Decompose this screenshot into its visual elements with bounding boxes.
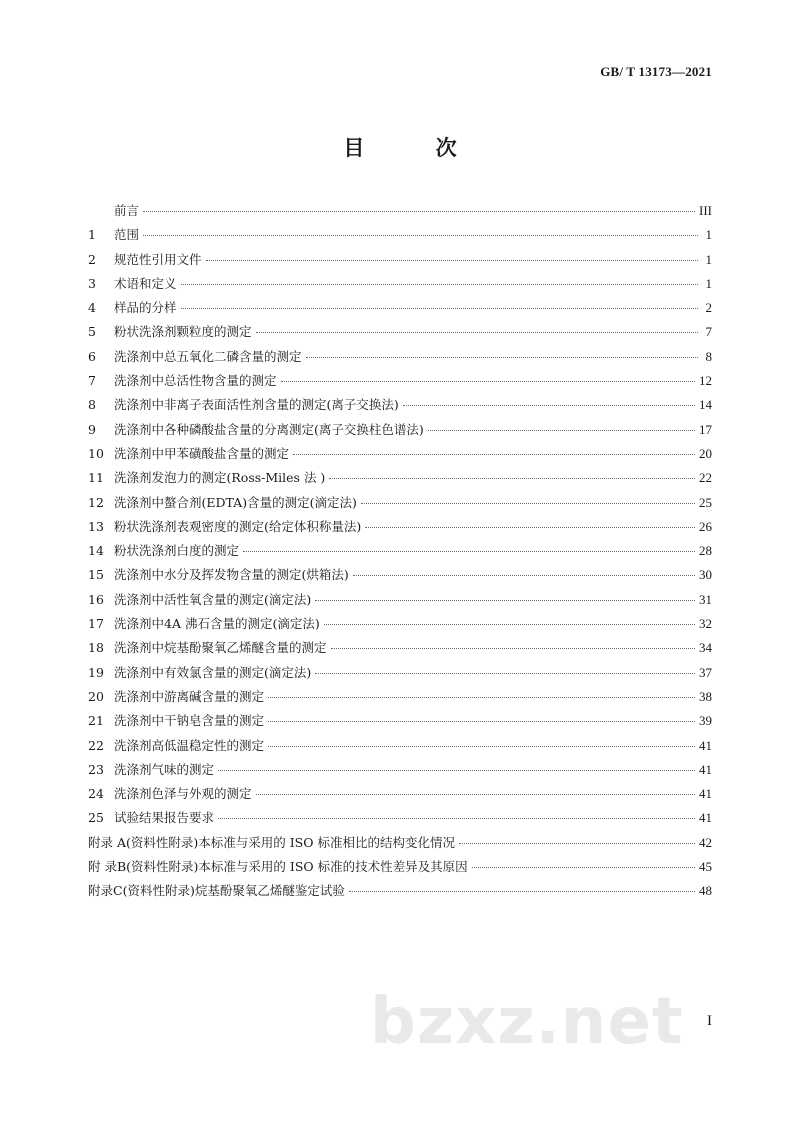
toc-dot-leader [459,843,695,844]
toc-dot-leader [218,818,695,819]
toc-dot-leader [181,308,698,309]
toc-entry-number: 5 [88,324,96,340]
toc-dot-leader [143,235,698,236]
toc-entry[interactable] [88,590,712,614]
toc-entry-page: 34 [699,640,712,656]
toc-entry-number: 17 [88,616,104,632]
toc-entry[interactable] [88,760,712,784]
toc-entry-page: 37 [699,664,712,680]
toc-entry[interactable] [88,322,712,346]
toc-entry-title: 粉状洗涤剂颗粒度的测定 [114,324,252,340]
toc-entry-page: 17 [699,421,712,437]
toc-entry-page: 41 [699,737,712,753]
toc-entry-title: 洗涤剂中烷基酚聚氧乙烯醚含量的测定 [114,640,327,656]
toc-entry[interactable] [88,638,712,662]
toc-dot-leader [428,430,695,431]
toc-entry-page: 31 [699,591,712,607]
toc-entry-number: 附录 A [88,834,127,850]
toc-entry-title: 洗涤剂中非离子表面活性剂含量的测定(离子交换法) [114,397,399,413]
toc-entry-title: 试验结果报告要求 [114,810,215,826]
toc-dot-leader [315,600,695,601]
page-number: I [707,1013,712,1029]
toc-entry-number: 12 [88,494,104,510]
toc-entry-number: 7 [88,373,96,389]
toc-entry-title: 样品的分样 [114,300,177,316]
toc-entry-number: 19 [88,664,104,680]
toc-entry[interactable] [88,225,712,249]
toc-entry-number: 附 录B [88,859,127,875]
toc-entry[interactable] [88,347,712,371]
toc-dot-leader [403,405,695,406]
toc-dot-leader [243,551,695,552]
toc-dot-leader [256,332,698,333]
toc-entry-page: 7 [705,324,712,340]
toc-entry[interactable] [88,420,712,444]
toc-entry-number: 23 [88,761,104,777]
toc-dot-leader [281,381,695,382]
toc-entry-page: 12 [699,373,712,389]
toc-entry-number: 21 [88,713,104,729]
toc-dot-leader [349,891,695,892]
toc-entry-title: 洗涤剂中总五氧化二磷含量的测定 [114,348,302,364]
toc-entry[interactable] [88,371,712,395]
toc-entry-title: 洗涤剂高低温稳定性的测定 [114,737,265,753]
toc-entry-page: 41 [699,786,712,802]
toc-entry-page: 22 [699,470,712,486]
toc-entry-title: 洗涤剂中水分及挥发物含量的测定(烘箱法) [114,567,349,583]
toc-dot-leader [353,575,695,576]
toc-entry-number: 15 [88,567,104,583]
toc-entry[interactable] [88,517,712,541]
toc-dot-leader [331,648,695,649]
toc-entry-page: 32 [699,616,712,632]
watermark-logo: bzxz.net [370,985,684,1059]
toc-entry-page: 25 [699,494,712,510]
page-title: 目 次 [343,136,489,160]
toc-entry-page: 26 [699,518,712,534]
toc-entry[interactable] [88,274,712,298]
toc-dot-leader [293,454,695,455]
toc-dot-leader [329,478,695,479]
toc-entry[interactable] [88,687,712,711]
toc-entry-page: 1 [705,251,712,267]
toc-entry-page: 48 [699,883,712,899]
toc-dot-leader [361,503,695,504]
toc-entry-title: (资料性附录)烷基酚聚氧乙烯醚鉴定试验 [122,883,345,899]
toc-entry-number: 25 [88,810,104,826]
toc-entry[interactable] [88,395,712,419]
toc-entry-number: 18 [88,640,104,656]
toc-entry-title: 术语和定义 [114,275,177,291]
toc-entry-page: 41 [699,810,712,826]
toc-entry-number: 9 [88,421,96,437]
toc-entry-title: (资料性附录)本标准与采用的 ISO 标准的技术性差异及其原因 [126,859,468,875]
toc-entry[interactable] [88,736,712,760]
toc-entry-number: 1 [88,227,96,243]
toc-entry-title: 规范性引用文件 [114,251,202,267]
toc-entry-title: 洗涤剂色泽与外观的测定 [114,786,252,802]
toc-entry-title: 洗涤剂发泡力的测定(Ross-Miles 法 ) [114,470,326,486]
toc-entry[interactable] [88,565,712,589]
toc-entry-number: 14 [88,543,104,559]
toc-dot-leader [268,697,695,698]
toc-entry-title: 范围 [114,227,140,243]
toc-entry[interactable] [88,857,712,881]
toc-entry-title: 洗涤剂中活性氧含量的测定(滴定法) [114,591,312,607]
toc-dot-leader [218,770,695,771]
toc-entry[interactable] [88,784,712,808]
toc-entry[interactable] [88,444,712,468]
toc-entry-number: 10 [88,445,104,461]
toc-entry-title: 洗涤剂中游离碱含量的测定 [114,688,265,704]
toc-entry[interactable] [88,663,712,687]
toc-entry-page: 28 [699,543,712,559]
toc-entry-page: 20 [699,445,712,461]
toc-entry-page: 1 [705,275,712,291]
toc-entry-title: 前言 [114,203,140,218]
toc-entry-title: 粉状洗涤剂白度的测定 [114,543,240,559]
document-code: GB/ T 13173—2021 [600,64,712,79]
toc-entry-page: 14 [699,397,712,413]
toc-entry-title: 洗涤剂气味的测定 [114,761,215,777]
toc-entry-page: 1 [705,227,712,243]
toc-dot-leader [206,260,698,261]
toc-entry-page: 8 [705,348,712,364]
toc-entry[interactable] [88,614,712,638]
toc-entry-number: 13 [88,518,104,534]
toc-dot-leader [181,284,698,285]
toc-dot-leader [268,746,695,747]
toc-entry[interactable] [88,711,712,735]
toc-entry-title: 洗涤剂中螯合剂(EDTA)含量的测定(滴定法) [114,494,357,510]
toc-entry[interactable] [88,201,712,225]
toc-dot-leader [315,673,695,674]
toc-entry-page: 38 [699,688,712,704]
toc-entry-title: 洗涤剂中甲苯磺酸盐含量的测定 [114,445,290,461]
toc-entry-title: 洗涤剂中干钠皂含量的测定 [114,713,265,729]
toc-entry-number: 附录C [88,883,123,899]
toc-dot-leader [306,357,698,358]
toc-entry[interactable] [88,833,712,857]
toc-entry-title: 粉状洗涤剂表观密度的测定(给定体积称量法) [114,518,362,534]
toc-entry-page: 41 [699,761,712,777]
toc-entry-title: 洗涤剂中4A 沸石含量的测定(滴定法) [114,616,320,632]
toc-entry[interactable] [88,493,712,517]
toc-dot-leader [256,794,695,795]
toc-entry-title: 洗涤剂中有效氯含量的测定(滴定法) [114,664,312,680]
toc-entry-page: 30 [699,567,712,583]
toc-entry-page: III [699,203,712,218]
toc-entry-number: 24 [88,786,104,802]
toc-entry[interactable] [88,881,712,905]
toc-entry-title: (资料性附录)本标准与采用的 ISO 标准相比的结构变化情况 [126,834,455,850]
toc-entry-number: 4 [88,300,96,316]
toc-entry-title: 洗涤剂中各种磷酸盐含量的分离测定(离子交换柱色谱法) [114,421,424,437]
toc-entry[interactable] [88,250,712,274]
toc-entry[interactable] [88,468,712,492]
toc-entry-number: 3 [88,275,96,291]
toc-dot-leader [365,527,695,528]
toc-dot-leader [268,721,695,722]
toc-entry-number: 16 [88,591,104,607]
toc-entry-number: 2 [88,251,96,267]
toc-entry-title: 洗涤剂中总活性物含量的测定 [114,373,277,389]
toc-entry-page: 39 [699,713,712,729]
toc-entry-number: 6 [88,348,96,364]
toc-entry-number: 20 [88,688,104,704]
toc-entry-page: 42 [699,834,712,850]
toc-entry-page: 45 [699,859,712,875]
toc-entry[interactable] [88,808,712,832]
toc-entry[interactable] [88,298,712,322]
toc-entry[interactable] [88,541,712,565]
table-of-contents [88,201,712,906]
toc-dot-leader [143,211,695,212]
toc-dot-leader [324,624,695,625]
toc-entry-number: 11 [88,470,104,486]
toc-entry-number: 22 [88,737,104,753]
toc-entry-number: 8 [88,397,96,413]
toc-dot-leader [472,867,695,868]
toc-entry-page: 2 [705,300,712,316]
